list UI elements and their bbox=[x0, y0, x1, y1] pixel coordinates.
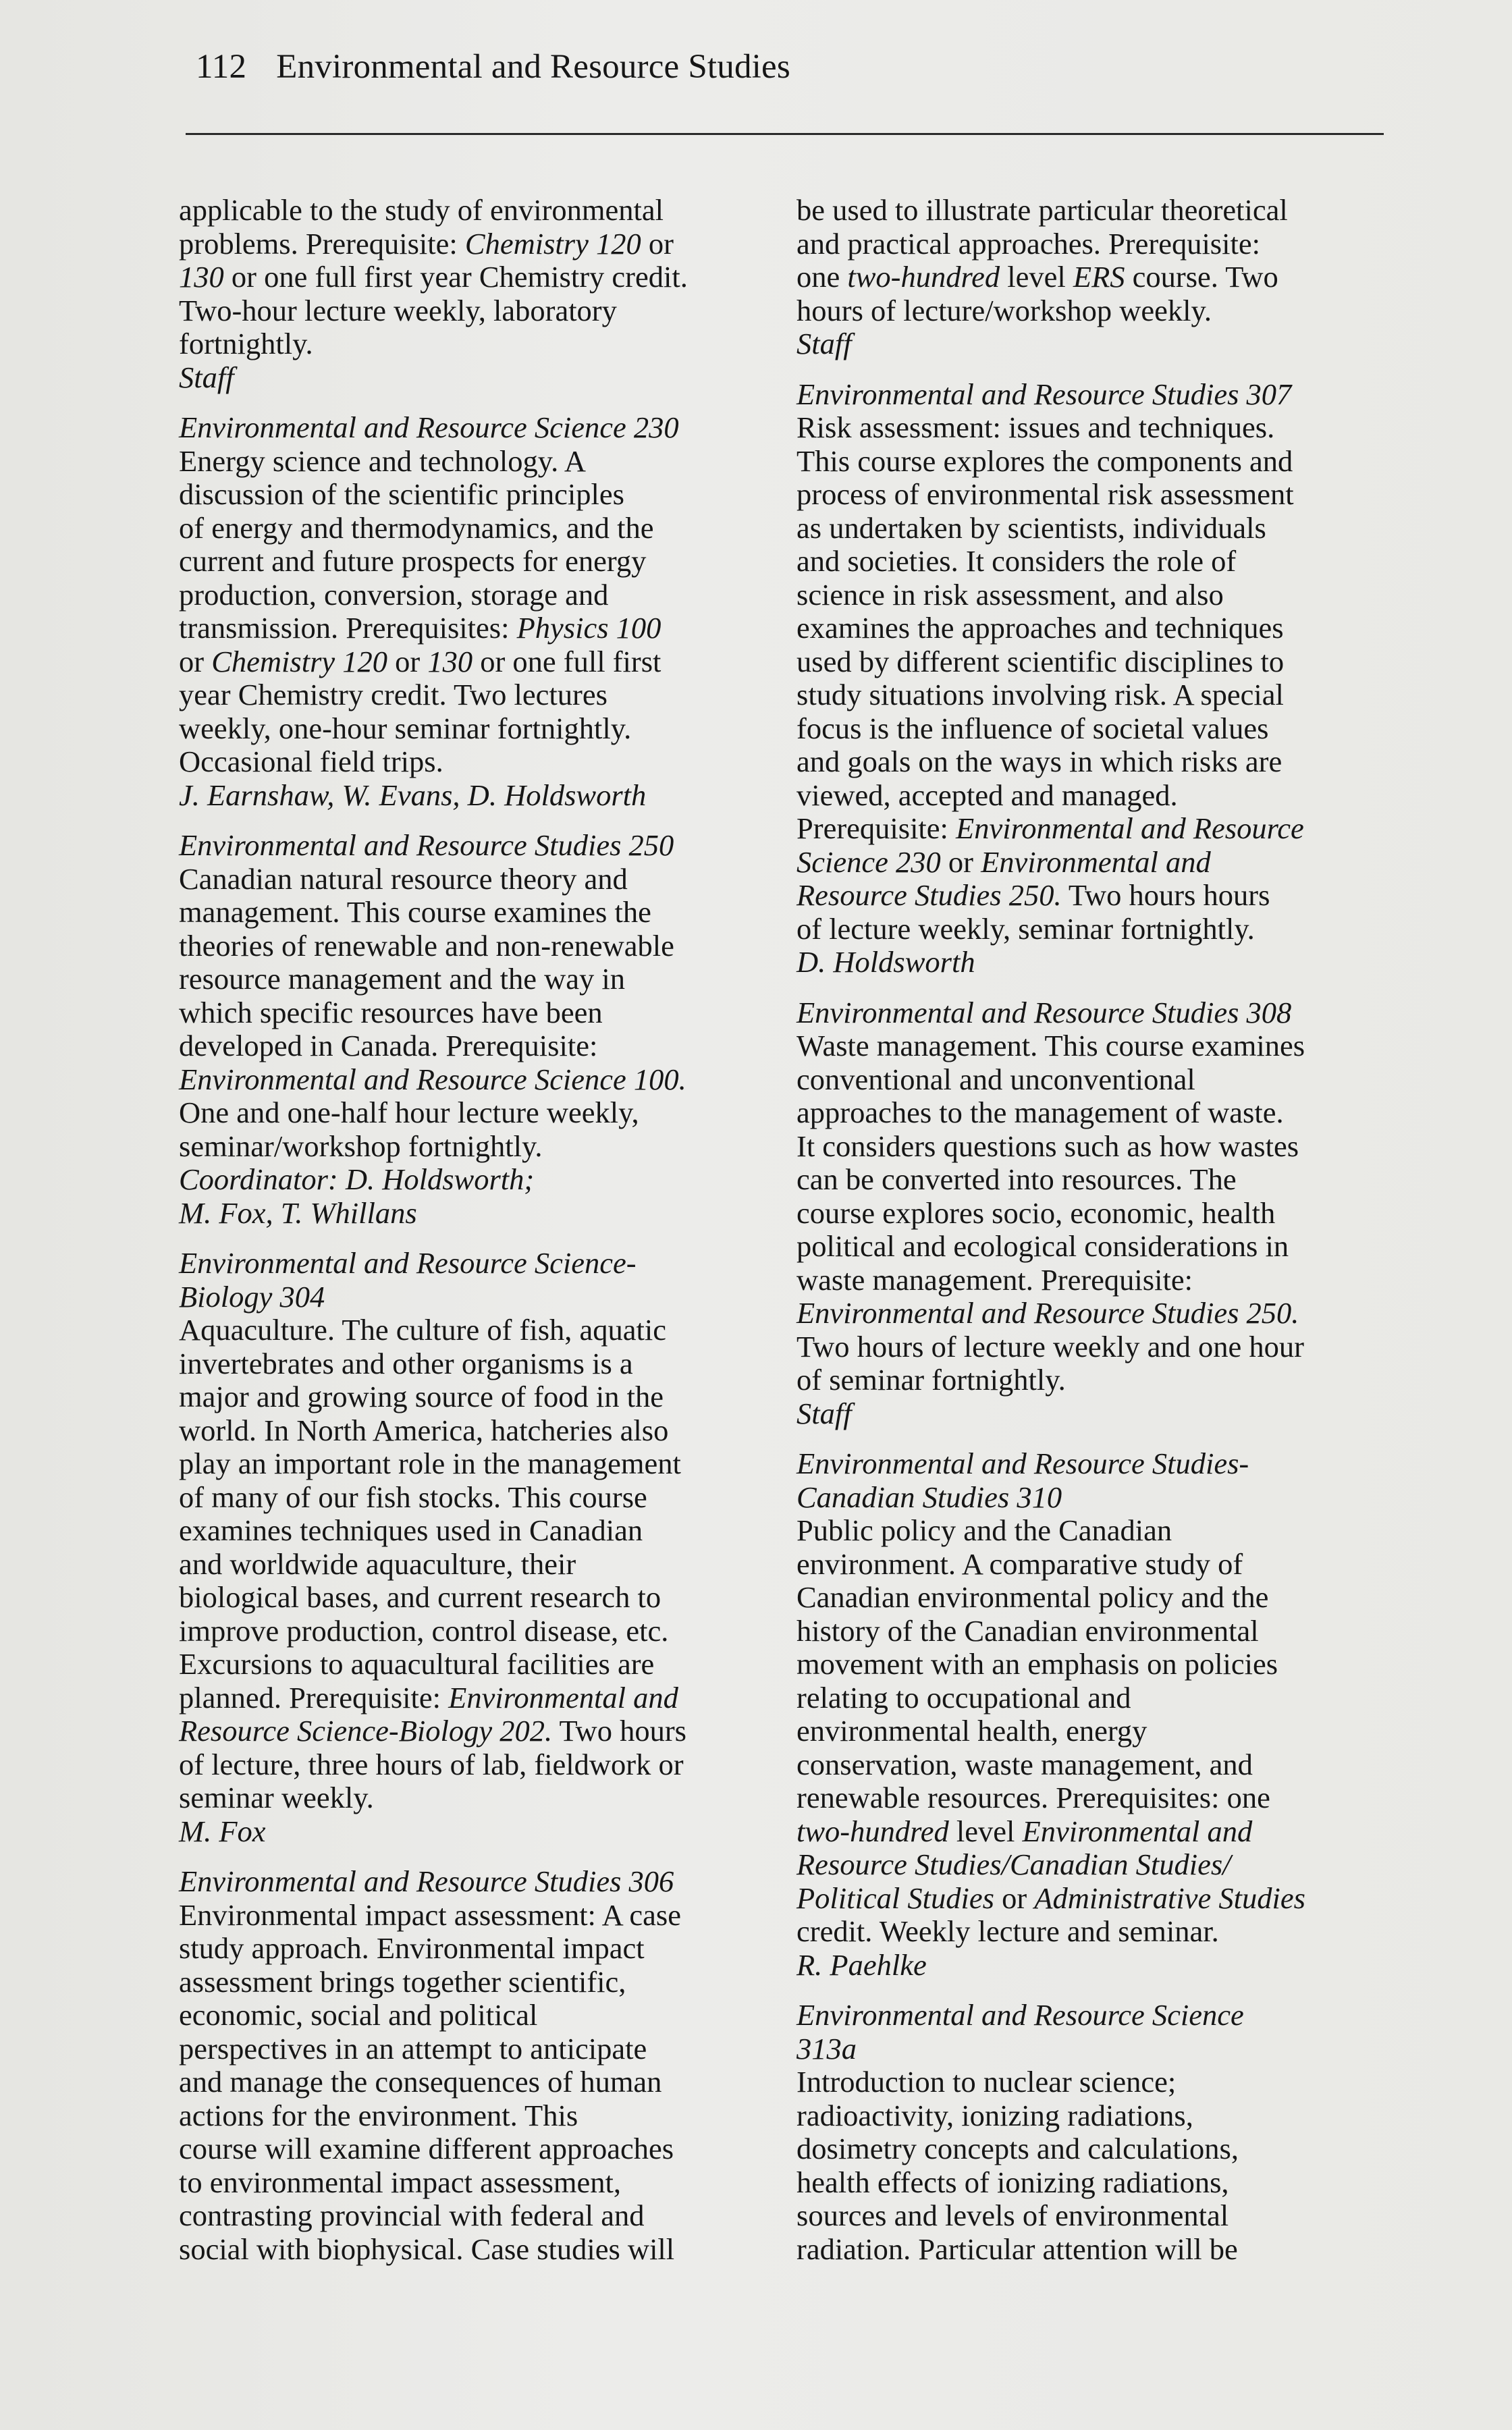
text-line bbox=[796, 1615, 1397, 1648]
text-line bbox=[179, 1648, 773, 1681]
text-run: conservation, waste management, and bbox=[796, 1747, 1253, 1781]
text-line bbox=[179, 1681, 773, 1715]
text-run: or bbox=[994, 1881, 1035, 1915]
text-run: waste management. Prerequisite: bbox=[796, 1262, 1193, 1297]
text-line bbox=[179, 929, 773, 963]
text-line bbox=[179, 512, 773, 545]
italic-text: Environmental and Resource Science 100. bbox=[179, 1062, 686, 1096]
text-line bbox=[179, 1815, 773, 1849]
text-line bbox=[796, 1029, 1397, 1063]
text-line bbox=[179, 1130, 773, 1164]
text-line bbox=[179, 1163, 773, 1197]
italic-text: R. Paehlke bbox=[796, 1947, 927, 1982]
text-run: course will examine different approaches bbox=[179, 2132, 674, 2165]
text-run: applicable to the study of environmental bbox=[179, 193, 664, 227]
text-line bbox=[179, 1748, 773, 1782]
text-line bbox=[179, 2132, 773, 2166]
text-line bbox=[796, 1514, 1397, 1548]
entry-gap bbox=[179, 1848, 773, 1865]
text-line bbox=[796, 678, 1397, 712]
text-run: course explores socio, economic, health bbox=[796, 1195, 1276, 1230]
text-run: level bbox=[948, 1814, 1023, 1848]
text-run: health effects of ionizing radiations, bbox=[796, 2165, 1229, 2199]
left-column bbox=[179, 194, 773, 2266]
text-run: focus is the influence of societal values bbox=[796, 711, 1269, 745]
text-run: resource management and the way in bbox=[179, 962, 626, 996]
text-line bbox=[796, 1447, 1397, 1481]
text-line bbox=[179, 227, 773, 261]
text-run: of seminar fortnightly. bbox=[796, 1363, 1066, 1397]
text-line bbox=[796, 1949, 1397, 1982]
text-run: Two hours bbox=[552, 1714, 686, 1748]
text-line bbox=[179, 1280, 773, 1314]
text-run: credit. Weekly lecture and seminar. bbox=[796, 1914, 1219, 1948]
text-line bbox=[796, 1297, 1397, 1330]
text-line bbox=[179, 896, 773, 929]
text-run: year Chemistry credit. Two lectures bbox=[179, 678, 608, 711]
text-run: viewed, accepted and managed. bbox=[796, 778, 1178, 812]
text-run: problems. Prerequisite: bbox=[179, 226, 465, 261]
text-run: assessment brings together scientific, bbox=[179, 1964, 626, 1999]
text-run: to environmental impact assessment, bbox=[179, 2165, 621, 2199]
text-line bbox=[796, 2166, 1397, 2200]
text-run: current and future prospects for energy bbox=[179, 544, 647, 578]
text-line bbox=[796, 1882, 1397, 1916]
text-line bbox=[796, 1815, 1397, 1849]
text-run: political and ecological considerations in bbox=[796, 1229, 1289, 1263]
text-run: Excursions to aquacultural facilities are bbox=[179, 1647, 655, 1681]
text-line bbox=[796, 545, 1397, 578]
text-line bbox=[796, 2099, 1397, 2133]
italic-text: Science 230 bbox=[796, 844, 941, 879]
text-run: which specific resources have been bbox=[179, 995, 603, 1029]
text-line bbox=[796, 1230, 1397, 1264]
text-run: management. This course examines the bbox=[179, 895, 651, 929]
text-line bbox=[179, 1197, 773, 1231]
text-run: study situations involving risk. A special bbox=[796, 678, 1284, 711]
text-line bbox=[796, 1748, 1397, 1782]
text-run: seminar weekly. bbox=[179, 1781, 374, 1814]
text-line bbox=[179, 1714, 773, 1748]
text-line bbox=[796, 1096, 1397, 1130]
italic-text: 130 bbox=[427, 644, 473, 678]
text-line bbox=[179, 2032, 773, 2066]
italic-text: two-hundred bbox=[847, 260, 1000, 294]
text-run: sources and levels of environmental bbox=[796, 2198, 1229, 2232]
italic-text: Staff bbox=[796, 327, 852, 360]
text-run: relating to occupational and bbox=[796, 1680, 1131, 1714]
text-run: and societies. It considers the role of bbox=[796, 544, 1237, 578]
text-line bbox=[179, 478, 773, 512]
text-line bbox=[796, 1063, 1397, 1097]
text-run: or bbox=[387, 644, 428, 678]
text-line bbox=[796, 478, 1397, 512]
italic-text: 130 bbox=[179, 260, 224, 294]
text-line bbox=[179, 1347, 773, 1381]
text-run: examines the approaches and techniques bbox=[796, 611, 1284, 645]
text-line bbox=[179, 779, 773, 813]
text-line bbox=[179, 1548, 773, 1582]
text-run: of energy and thermodynamics, and the bbox=[179, 510, 654, 545]
text-run: play an important role in the management bbox=[179, 1447, 681, 1480]
entry-gap bbox=[796, 1430, 1397, 1447]
entry-gap bbox=[179, 812, 773, 829]
text-line bbox=[179, 1615, 773, 1648]
text-run: actions for the environment. This bbox=[179, 2098, 578, 2132]
text-run: movement with an emphasis on policies bbox=[796, 1647, 1278, 1681]
italic-text: Environmental and Resource Studies 250 bbox=[179, 828, 674, 862]
text-line bbox=[179, 1514, 773, 1548]
italic-text: Environmental and Resource Studies 308 bbox=[796, 995, 1292, 1029]
text-run: used by different scientific disciplines to bbox=[796, 644, 1285, 678]
text-line bbox=[796, 996, 1397, 1030]
text-run: study approach. Environmental impact bbox=[179, 1931, 645, 1965]
text-run: developed in Canada. Prerequisite: bbox=[179, 1029, 598, 1062]
text-line bbox=[796, 411, 1397, 445]
text-line bbox=[179, 1481, 773, 1515]
text-line bbox=[796, 1397, 1397, 1431]
text-run: or one full first bbox=[473, 644, 662, 678]
text-run: or one full first year Chemistry credit. bbox=[223, 260, 688, 294]
text-line bbox=[179, 545, 773, 578]
italic-text: Environmental and Resource Science 230 bbox=[179, 410, 679, 444]
italic-text: 313a bbox=[796, 2031, 857, 2066]
italic-text: Environmental and Resource Studies 306 bbox=[179, 1864, 674, 1898]
text-line bbox=[179, 1447, 773, 1481]
italic-text: J. Earnshaw, W. Evans, D. Holdsworth bbox=[179, 778, 647, 812]
text-run: One and one-half hour lecture weekly, bbox=[179, 1096, 639, 1129]
text-run: approaches to the management of waste. bbox=[796, 1096, 1284, 1129]
italic-text: Staff bbox=[796, 1396, 852, 1430]
text-line bbox=[796, 1781, 1397, 1815]
text-run: radiation. Particular attention will be bbox=[796, 2232, 1238, 2266]
text-line bbox=[179, 996, 773, 1030]
text-run: perspectives in an attempt to anticipate bbox=[179, 2031, 647, 2066]
entry-gap bbox=[796, 1982, 1397, 1999]
entry-gap bbox=[796, 361, 1397, 378]
text-line bbox=[796, 1364, 1397, 1397]
text-run: and practical approaches. Prerequisite: bbox=[796, 226, 1260, 261]
text-line bbox=[179, 863, 773, 896]
text-line bbox=[796, 879, 1397, 913]
text-line bbox=[179, 678, 773, 712]
text-run: radioactivity, ionizing radiations, bbox=[796, 2098, 1193, 2132]
text-line bbox=[179, 1865, 773, 1899]
text-line bbox=[796, 1581, 1397, 1615]
text-line bbox=[179, 1414, 773, 1448]
text-run: can be converted into resources. The bbox=[796, 1162, 1237, 1196]
text-line bbox=[796, 294, 1397, 328]
italic-text: Administrative Studies bbox=[1034, 1881, 1305, 1915]
text-run: dosimetry concepts and calculations, bbox=[796, 2132, 1239, 2165]
entry-gap bbox=[179, 394, 773, 411]
italic-text: Resource Science-Biology 202. bbox=[179, 1714, 553, 1748]
italic-text: M. Fox, T. Whillans bbox=[179, 1195, 417, 1230]
italic-text: Environmental and Resource Science bbox=[796, 1998, 1244, 2032]
italic-text: Environmental and Resource Studies- bbox=[796, 1447, 1249, 1480]
text-run: Two-hour lecture weekly, laboratory bbox=[179, 293, 617, 327]
text-line bbox=[796, 712, 1397, 746]
text-line bbox=[796, 612, 1397, 645]
text-line bbox=[796, 2233, 1397, 2267]
text-line bbox=[179, 578, 773, 612]
text-run: and manage the consequences of human bbox=[179, 2065, 662, 2099]
text-line bbox=[796, 578, 1397, 612]
text-line bbox=[796, 745, 1397, 779]
text-run: invertebrates and other organisms is a bbox=[179, 1346, 633, 1380]
text-run: major and growing source of food in the bbox=[179, 1380, 664, 1413]
italic-text: Environmental and Resource bbox=[956, 811, 1304, 845]
text-line bbox=[796, 1130, 1397, 1164]
text-run: It considers questions such as how wastes bbox=[796, 1129, 1299, 1163]
text-line bbox=[796, 445, 1397, 479]
text-run: production, conversion, storage and bbox=[179, 577, 609, 612]
text-run: process of environmental risk assessment bbox=[796, 477, 1294, 511]
text-line bbox=[796, 846, 1397, 880]
italic-text: Environmental and bbox=[448, 1680, 678, 1714]
text-line bbox=[179, 1581, 773, 1615]
text-line bbox=[796, 261, 1397, 294]
text-line bbox=[796, 194, 1397, 227]
text-line bbox=[179, 411, 773, 445]
text-line bbox=[179, 963, 773, 996]
text-line bbox=[796, 1481, 1397, 1515]
text-run: Canadian natural resource theory and bbox=[179, 861, 628, 896]
entry-gap bbox=[179, 1230, 773, 1247]
text-line bbox=[179, 1096, 773, 1130]
text-run: Waste management. This course examines bbox=[796, 1029, 1305, 1062]
italic-text: two-hundred bbox=[796, 1814, 949, 1848]
text-run: Prerequisite: bbox=[796, 811, 956, 845]
text-line bbox=[179, 1063, 773, 1097]
text-line bbox=[179, 1247, 773, 1280]
text-line bbox=[796, 327, 1397, 361]
text-run: of lecture, three hours of lab, fieldwork or bbox=[179, 1747, 684, 1781]
text-line bbox=[179, 2066, 773, 2099]
text-line bbox=[179, 612, 773, 645]
text-line bbox=[179, 294, 773, 328]
text-line bbox=[796, 2199, 1397, 2233]
text-line bbox=[179, 327, 773, 361]
italic-text: Chemistry 120 bbox=[464, 226, 641, 261]
text-run: weekly, one-hour seminar fortnightly. bbox=[179, 711, 632, 745]
text-run: seminar/workshop fortnightly. bbox=[179, 1129, 543, 1163]
running-title: Environmental and Resource Studies bbox=[276, 48, 790, 86]
text-line bbox=[796, 1197, 1397, 1231]
text-line bbox=[796, 1548, 1397, 1582]
italic-text: Chemistry 120 bbox=[211, 644, 388, 678]
text-line bbox=[796, 1681, 1397, 1715]
text-run: and goals on the ways in which risks are bbox=[796, 745, 1282, 778]
text-run: level bbox=[1000, 260, 1073, 294]
text-line bbox=[796, 1648, 1397, 1681]
text-run: economic, social and political bbox=[179, 1998, 538, 2032]
italic-text: ERS bbox=[1073, 260, 1125, 294]
italic-text: Coordinator: D. Holdsworth; bbox=[179, 1162, 535, 1196]
italic-text: Environmental and Resource Studies 307 bbox=[796, 377, 1292, 411]
text-line bbox=[179, 2199, 773, 2233]
text-run: social with biophysical. Case studies will bbox=[179, 2232, 675, 2266]
text-line bbox=[796, 913, 1397, 946]
text-run: environmental health, energy bbox=[796, 1714, 1148, 1748]
text-line bbox=[179, 1380, 773, 1414]
text-line bbox=[179, 1932, 773, 1966]
italic-text: Environmental and Resource Science- bbox=[179, 1246, 637, 1280]
text-line bbox=[179, 1999, 773, 2032]
text-run: of lecture weekly, seminar fortnightly. bbox=[796, 911, 1255, 946]
text-run: science in risk assessment, and also bbox=[796, 577, 1224, 612]
text-run: of many of our fish stocks. This course bbox=[179, 1480, 647, 1514]
italic-text: D. Holdsworth bbox=[796, 945, 975, 979]
text-line bbox=[179, 1781, 773, 1815]
italic-text: Staff bbox=[179, 360, 234, 394]
text-line bbox=[796, 227, 1397, 261]
text-run: world. In North America, hatcheries also bbox=[179, 1413, 669, 1447]
text-run: be used to illustrate particular theoretical bbox=[796, 193, 1288, 227]
text-run: planned. Prerequisite: bbox=[179, 1680, 449, 1714]
entry-gap bbox=[796, 979, 1397, 996]
text-line bbox=[796, 1999, 1397, 2032]
italic-text: Canadian Studies 310 bbox=[796, 1480, 1062, 1514]
text-line bbox=[179, 2099, 773, 2133]
text-line bbox=[179, 645, 773, 679]
header-rule bbox=[186, 133, 1384, 135]
italic-text: Resource Studies/Canadian Studies/ bbox=[796, 1847, 1231, 1881]
text-run: Canadian environmental policy and the bbox=[796, 1580, 1269, 1614]
text-run: Two hours hours bbox=[1061, 878, 1270, 912]
text-run: discussion of the scientific principles bbox=[179, 477, 624, 511]
italic-text: M. Fox bbox=[179, 1814, 266, 1848]
text-run: improve production, control disease, etc. bbox=[179, 1613, 669, 1648]
text-run: This course explores the components and bbox=[796, 443, 1293, 478]
italic-text: Political Studies bbox=[796, 1881, 994, 1915]
text-line bbox=[796, 812, 1397, 846]
text-line bbox=[179, 1966, 773, 1999]
italic-text: Environmental and bbox=[1022, 1814, 1253, 1848]
text-run: Aquaculture. The culture of fish, aquatic bbox=[179, 1313, 667, 1347]
text-line bbox=[179, 445, 773, 479]
text-run: transmission. Prerequisites: bbox=[179, 611, 517, 645]
text-line bbox=[179, 361, 773, 395]
text-line bbox=[796, 779, 1397, 813]
text-run: biological bases, and current research to bbox=[179, 1580, 662, 1614]
text-line bbox=[796, 1915, 1397, 1949]
italic-text: Physics 100 bbox=[516, 611, 662, 645]
text-run: and worldwide aquaculture, their bbox=[179, 1546, 576, 1581]
text-run: Energy science and technology. A bbox=[179, 443, 587, 478]
text-line bbox=[796, 1163, 1397, 1197]
text-line bbox=[179, 745, 773, 779]
italic-text: Resource Studies 250. bbox=[796, 878, 1062, 912]
text-run: contrasting provincial with federal and bbox=[179, 2198, 645, 2232]
text-run: as undertaken by scientists, individuals bbox=[796, 510, 1266, 545]
text-line bbox=[179, 829, 773, 863]
text-line bbox=[796, 645, 1397, 679]
text-line bbox=[179, 261, 773, 294]
text-run: fortnightly. bbox=[179, 327, 313, 360]
text-run: Risk assessment: issues and techniques. bbox=[796, 410, 1275, 444]
text-line bbox=[796, 378, 1397, 412]
text-line bbox=[179, 1899, 773, 1933]
page-number: 112 bbox=[196, 48, 247, 86]
text-line bbox=[796, 2032, 1397, 2066]
text-run: course. Two bbox=[1125, 260, 1278, 294]
text-line bbox=[179, 194, 773, 227]
text-run: or bbox=[641, 226, 674, 261]
text-run: examines techniques used in Canadian bbox=[179, 1513, 643, 1547]
text-run: Occasional field trips. bbox=[179, 745, 443, 778]
text-line bbox=[796, 2066, 1397, 2099]
text-line bbox=[179, 712, 773, 746]
italic-text: Biology 304 bbox=[179, 1279, 325, 1314]
italic-text: Environmental and Resource Studies 250. bbox=[796, 1296, 1299, 1330]
text-line bbox=[796, 1264, 1397, 1297]
text-run: conventional and unconventional bbox=[796, 1062, 1195, 1096]
text-run: one bbox=[796, 260, 848, 294]
text-line bbox=[796, 1848, 1397, 1882]
text-line bbox=[179, 1029, 773, 1063]
text-run: theories of renewable and non-renewable bbox=[179, 928, 674, 963]
text-line bbox=[796, 946, 1397, 979]
text-line bbox=[796, 512, 1397, 545]
text-run: Two hours of lecture weekly and one hour bbox=[796, 1329, 1304, 1364]
text-run: or bbox=[940, 844, 981, 879]
text-line bbox=[796, 1714, 1397, 1748]
text-run: Introduction to nuclear science; bbox=[796, 2065, 1177, 2099]
text-line bbox=[796, 1330, 1397, 1364]
text-run: renewable resources. Prerequisites: one bbox=[796, 1781, 1270, 1814]
text-line bbox=[179, 2233, 773, 2267]
right-column bbox=[796, 194, 1397, 2266]
text-run: Public policy and the Canadian bbox=[796, 1513, 1172, 1547]
italic-text: Environmental and bbox=[981, 844, 1211, 879]
text-run: hours of lecture/workshop weekly. bbox=[796, 293, 1212, 327]
text-run: or bbox=[179, 644, 212, 678]
text-line bbox=[796, 2132, 1397, 2166]
text-line bbox=[179, 2166, 773, 2200]
text-run: history of the Canadian environmental bbox=[796, 1613, 1259, 1648]
text-line bbox=[179, 1314, 773, 1347]
page-header bbox=[196, 47, 790, 86]
text-run: Environmental impact assessment: A case bbox=[179, 1897, 681, 1932]
text-run: environment. A comparative study of bbox=[796, 1546, 1243, 1581]
